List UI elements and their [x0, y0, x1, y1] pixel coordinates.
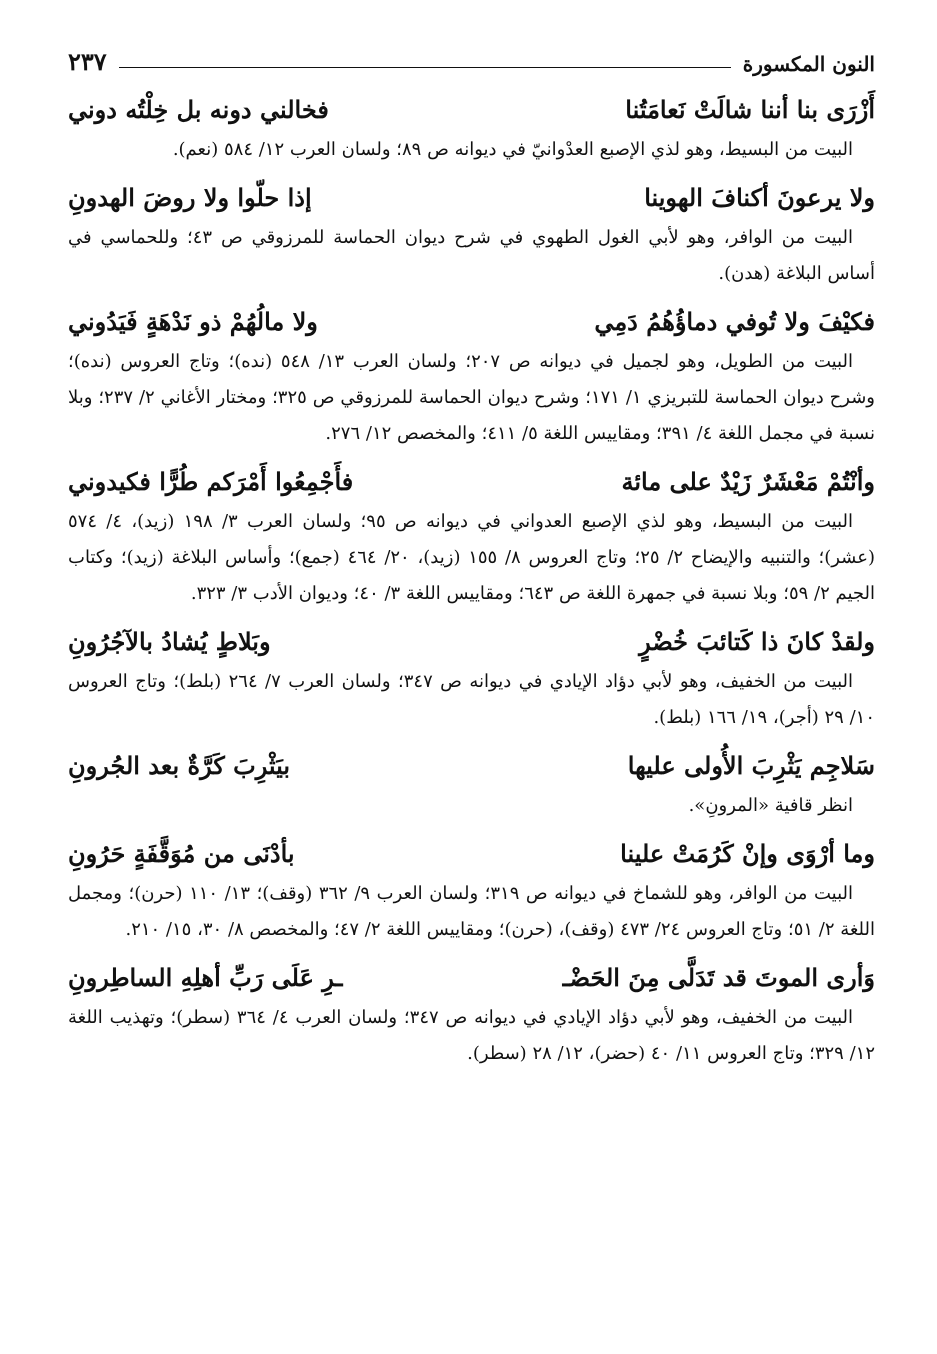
verse-first-hemistich: فكيْفَ ولا تُوفي دماؤُهُمُ دَمِي: [594, 306, 875, 336]
entry-3: [68, 298, 875, 452]
verse: [68, 298, 875, 344]
verse-note: انظر قافية «المرونِ».: [688, 795, 853, 816]
verse: [68, 618, 875, 664]
verse-first-hemistich: وما أرْوَى وإنْ كَرُمَتْ علينا: [620, 838, 875, 868]
verse-first-hemistich: ولا يرعونَ أكنافَ الهوينا: [644, 182, 875, 212]
verse: [68, 954, 875, 1000]
verse-first-hemistich: أَزْرَى بنا أننا شالَتْ نَعامَتُنا: [625, 94, 875, 124]
header-title: النون المكسورة: [742, 52, 875, 76]
verse-first-hemistich: ولقدْ كانَ ذا كَتائبَ خُضْرٍ: [639, 626, 875, 656]
entry-5: [68, 618, 875, 736]
verse-first-hemistich: وَأرى الموتَ قد تَدَلَّى مِنَ الحَضْـ: [562, 962, 875, 992]
verse-second-hemistich: فأَجْمِعُوا أَمْرَكم طُرًّا فكيدوني: [68, 466, 354, 496]
entry-7: [68, 830, 875, 948]
verse-note: البيت من الوافر، وهو للشماخ في ديوانه ص ٣١٩؛ ولسان العرب ٩/ ٣٦٢ (وقف)؛ ١٣/ ١١٠ (حرن)؛ ومجمل اللغة ٢/ ٥١؛ وتاج العروس ٢٤/ ٤٧٣ (وقف)، (حرن)؛ ومقاييس اللغة ٢/ ٤٧؛ والمخصص ٨/ ٣٠، ١٥/ ٢١٠.: [68, 883, 875, 940]
verse-note: البيت من الخفيف، وهو لأبي دؤاد الإيادي في ديوانه ص ٣٤٧؛ ولسان العرب ٧/ ٢٦٤ (بلط)؛ وتاج العروس ١٠/ ٢٩ (أجر)، ١٩/ ١٦٦ (بلط).: [68, 671, 875, 728]
header-rule: [119, 67, 731, 68]
verse-second-hemistich: وبَلاطٍ يُشادُ بالآجُرُونِ: [68, 626, 271, 656]
entry-4: [68, 458, 875, 612]
verse-second-hemistich: بيَثْرِبَ كَرَّةٌ بعد الجُرونِ: [68, 750, 291, 780]
verse-second-hemistich: بأدْنَى من مُوَقَّفَةٍ حَرُونِ: [68, 838, 295, 868]
verse-first-hemistich: سَلاجِم يَثْرِبَ الأُولى عليها: [627, 750, 875, 780]
verse-second-hemistich: إذا حلّوا ولا روضَ الهدونِ: [68, 182, 312, 212]
verse-second-hemistich: ـرِ عَلَى رَبِّ أهلِهِ الساطِرونِ: [68, 962, 343, 992]
verse-note: البيت من الوافر، وهو لأبي الغول الطهوي في شرح ديوان الحماسة للمرزوقي ص ٤٣؛ وللحماسي في أساس البلاغة (هدن).: [68, 227, 875, 284]
entry-8: [68, 954, 875, 1072]
entry-6: [68, 742, 875, 824]
verse-second-hemistich: ولا مالُهُمْ ذو نَدْهَةٍ فَيَدُوني: [68, 306, 318, 336]
verse-second-hemistich: فخالني دونه بل خِلْتُه دوني: [68, 94, 329, 124]
entry-2: [68, 174, 875, 292]
verse-note: البيت من البسيط، وهو لذي الإصبع العدْوانيّ في ديوانه ص ٨٩؛ ولسان العرب ١٢/ ٥٨٤ (نعم).: [172, 139, 853, 160]
verse-note: البيت من الطويل، وهو لجميل في ديوانه ص ٢٠٧؛ ولسان العرب ١٣/ ٥٤٨ (نده)؛ وتاج العروس (نده)؛ وشرح ديوان الحماسة للتبريزي ١/ ١٧١؛ وشرح ديوان الحماسة للمرزوقي ص ٣٢٥؛ ومختار الأغاني ٢/ ٢٣٧؛ وبلا نسبة في مجمل اللغة ٤/ ٣٩١؛ ومقاييس اللغة ٥/ ٤١١؛ والمخصص ١٢/ ٢٧٦.: [68, 351, 875, 444]
verse: [68, 174, 875, 220]
verse-note: البيت من الخفيف، وهو لأبي دؤاد الإيادي في ديوانه ص ٣٤٧؛ ولسان العرب ٤/ ٣٦٤ (سطر)؛ وتهذيب اللغة ١٢/ ٣٢٩؛ وتاج العروس ١١/ ٤٠ (حضر)، ١٢/ ٢٨ (سطر).: [68, 1007, 875, 1064]
entry-1: [68, 86, 875, 168]
page-number: ٢٣٧: [68, 47, 107, 76]
verse-first-hemistich: وأنْتُمْ مَعْشَرٌ زَيْدٌ على مائة: [621, 466, 875, 496]
verse: [68, 458, 875, 504]
verse: [68, 830, 875, 876]
running-header: [68, 30, 875, 76]
verse-note: البيت من البسيط، وهو لذي الإصبع العدواني في ديوانه ص ٩٥؛ ولسان العرب ٣/ ١٩٨ (زيد)، ٤/ ٥٧٤ (عشر)؛ والتنبيه والإيضاح ٢/ ٢٥؛ وتاج العروس ٨/ ١٥٥ (زيد)، ٢٠/ ٤٦٤ (جمع)؛ وأساس البلاغة (زيد)؛ وكتاب الجيم ٢/ ٥٩؛ وبلا نسبة في جمهرة اللغة ص ٦٤٣؛ ومقاييس اللغة ٣/ ٤٠؛ وديوان الأدب ٣/ ٣٢٣.: [68, 511, 876, 604]
verse: [68, 742, 875, 788]
verse: [68, 86, 875, 132]
